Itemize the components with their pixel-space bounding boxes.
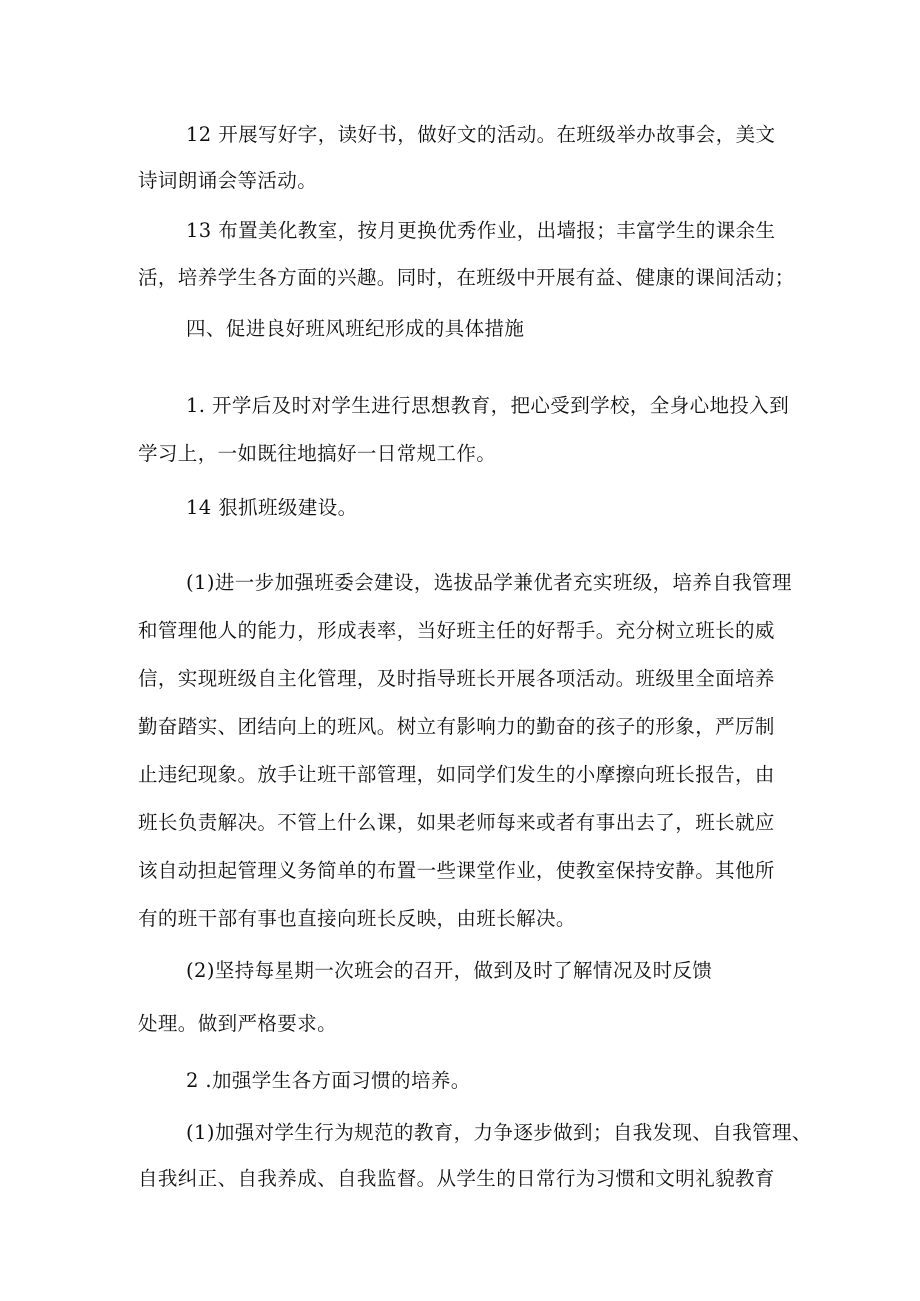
item-14-1-line-2: 和管理他人的能力，形成表率，当好班主任的好帮手。充分树立班长的威 [138, 619, 775, 642]
item-2-1-line-2: 自我纠正、自我养成、自我监督。从学生的日常行为习惯和文明礼貌教育 [138, 1167, 775, 1190]
item-14-1-line-6: 班长负责解决。不管上什么课，如果老师每来或者有事出去了，班长就应 [138, 811, 775, 834]
item-14-1-line-7: 该自动担起管理义务简单的布置一些课堂作业，使教室保持安静。其他所 [138, 859, 775, 882]
item-1-line-1: 1. 开学后及时对学生进行思想教育，把心受到学校，全身心地投入到 [186, 394, 790, 417]
item-14-1-line-1: (1)进一步加强班委会建设，选拔品学兼优者充实班级，培养自我管理 [186, 571, 792, 594]
section-heading-4: 四、促进良好班风班纪形成的具体措施 [186, 317, 525, 340]
item-14-1-line-8: 有的班干部有事也直接向班长反映，由班长解决。 [138, 907, 576, 930]
item-2-1-line-1: (1)加强对学生行为规范的教育，力争逐步做到；自我发现、自我管理、 [186, 1121, 812, 1144]
paragraph-13-line-2: 活，培养学生各方面的兴趣。同时，在班级中开展有益、健康的课间活动； [138, 266, 795, 289]
item-14-1-line-3: 信，实现班级自主化管理，及时指导班长开展各项活动。班级里全面培养 [138, 667, 775, 690]
item-14: 14 狠抓班级建设。 [186, 496, 358, 519]
item-2: 2 .加强学生各方面习惯的培养。 [186, 1069, 471, 1092]
item-14-1-line-4: 勤奋踏实、团结向上的班风。树立有影响力的勤奋的孩子的形象，严厉制 [138, 715, 775, 738]
paragraph-13-line-1: 13 布置美化教室，按月更换优秀作业，出墙报；丰富学生的课余生 [186, 219, 776, 242]
paragraph-12-line-2: 诗词朗诵会等活动。 [138, 169, 318, 192]
item-14-2-line-2: 处理。做到严格要求。 [138, 1012, 338, 1035]
paragraph-12-line-1: 12 开展写好字，读好书，做好文的活动。在班级举办故事会，美文 [186, 123, 776, 146]
item-14-1-line-5: 止违纪现象。放手让班干部管理，如同学们发生的小摩擦向班长报告，由 [138, 763, 775, 786]
item-14-2-line-1: (2)坚持每星期一次班会的召开，做到及时了解情况及时反馈 [186, 959, 713, 982]
item-1-line-2: 学习上，一如既往地搞好一日常规工作。 [138, 442, 497, 465]
